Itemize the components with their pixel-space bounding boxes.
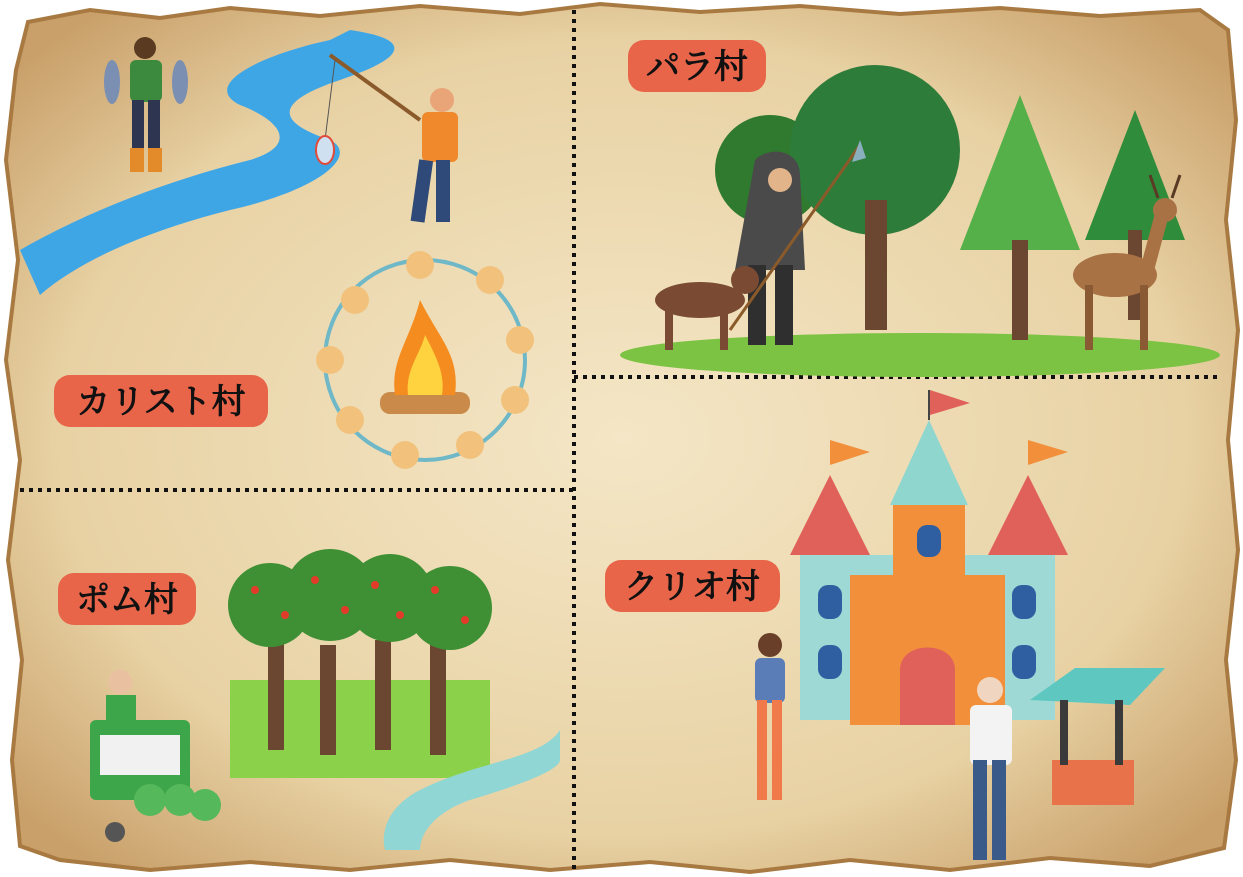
village-label-kurio <box>605 560 780 612</box>
svg-text:ポム村: ポム村 <box>76 580 178 620</box>
village-label-pomu <box>58 573 196 625</box>
parchment-background <box>6 4 1238 872</box>
svg-text:カリスト村: カリスト村 <box>76 382 246 422</box>
village-label-karisuto <box>54 375 268 427</box>
svg-text:パラ村: パラ村 <box>646 47 748 87</box>
svg-text:クリオ村: クリオ村 <box>624 567 760 607</box>
village-label-para <box>628 40 766 92</box>
